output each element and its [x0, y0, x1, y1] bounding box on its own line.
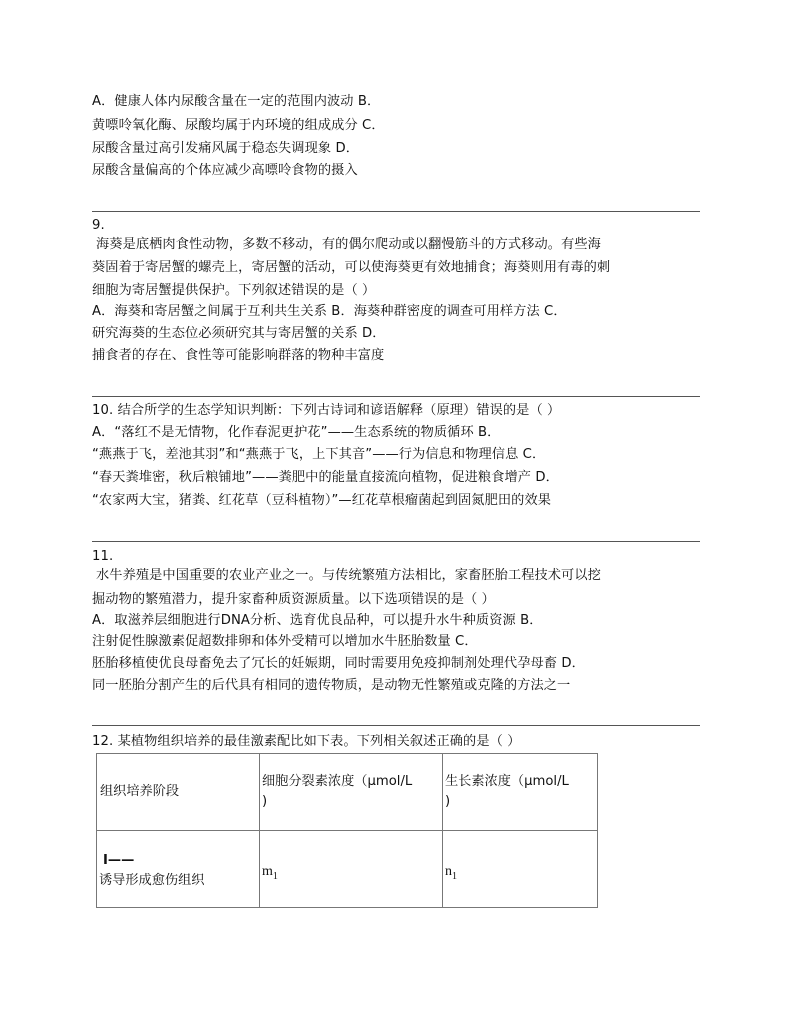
header-stage: 组织培养阶段 [100, 784, 180, 799]
divider [92, 396, 700, 397]
q10-line-2: A．“落红不是无情物，化作春泥更护花”——生态系统的物质循环 B． [92, 425, 501, 440]
q11-line-6: 同一胚胎分割产生的后代具有相同的遗传物质，是动物无性繁殖或克隆的方法之一 [92, 678, 571, 693]
cytokinin-subscript: 1 [272, 870, 278, 882]
q12-stem: 12. 某植物组织培养的最佳激素配比如下表。下列相关叙述正确的是（ ） [92, 734, 521, 749]
header-auxin: 生长素浓度（μmol/L [445, 774, 569, 789]
q9-line-3: 细胞为寄居蟹提供保护。下列叙述错误的是（ ） [92, 283, 376, 298]
q8-line-3: 尿酸含量过高引发痛风属于稳态失调现象 D． [92, 141, 360, 156]
q11-line-3: A．取滋养层细胞进行DNA分析、选育优良品种，可以提升水牛种质资源 B． [92, 613, 543, 628]
table-cell [443, 831, 598, 908]
table-cell [97, 831, 260, 908]
q9-number: 9. [92, 218, 105, 233]
q11-line-5: 胚胎移植使优良母畜免去了冗长的妊娠期，同时需要用免疫抑制剂处理代孕母畜 D． [92, 656, 585, 671]
header-cytokinin-close: ) [262, 794, 268, 809]
q9-line-5: 研究海葵的生态位必须研究其与寄居蟹的关系 D． [92, 326, 386, 341]
q9-line-1: 海葵是底栖肉食性动物，多数不移动，有的偶尔爬动或以翻慢筋斗的方式移动。有些海 [96, 237, 601, 252]
cytokinin-value [262, 862, 442, 887]
table-row [97, 831, 598, 908]
table-header-cell [260, 754, 443, 831]
divider [92, 725, 700, 726]
stage-code: Ⅰ—— [103, 853, 135, 868]
divider [92, 211, 700, 212]
table-cell [260, 831, 443, 908]
auxin-subscript: 1 [452, 870, 457, 882]
auxin-value [445, 862, 597, 887]
cytokinin-symbol: m [262, 864, 273, 879]
q9-line-4: A．海葵和寄居蟹之间属于互利共生关系 B．海葵种群密度的调查可用样方法 C． [92, 304, 567, 319]
divider [92, 541, 700, 542]
header-cytokinin: 细胞分裂素浓度（μmol/L [262, 774, 413, 789]
q10-line-1: 10. 结合所学的生态学知识判断：下列古诗词和谚语解释（原理）错误的是（ ） [92, 403, 561, 418]
table-header-cell [97, 754, 260, 831]
q11-line-2: 掘动物的繁殖潜力，提升家畜种质资源质量。以下选项错误的是（ ） [92, 592, 495, 607]
q10-line-5: “农家两大宝，猪粪、红花草（豆科植物）”—红花草根瘤菌起到固氮肥田的效果 [92, 493, 552, 508]
q10-line-3: “燕燕于飞，差池其羽”和“燕燕于飞，上下其音”——行为信息和物理信息 C． [92, 447, 546, 462]
q9-line-2: 葵固着于寄居蟹的螺壳上，寄居蟹的活动，可以使海葵更有效地捕食；海葵则用有毒的刺 [92, 260, 611, 275]
table-header-cell [443, 754, 598, 831]
q9-line-6: 捕食者的存在、食性等可能影响群落的物种丰富度 [92, 348, 385, 363]
q8-line-1: A．健康人体内尿酸含量在一定的范围内波动 B． [92, 94, 381, 109]
auxin-symbol: n [445, 864, 452, 879]
q10-line-4: “春天粪堆密，秋后粮铺地”——粪肥中的能量直接流向植物，促进粮食增产 D． [92, 470, 559, 485]
q11-number: 11. [92, 549, 114, 564]
hormone-ratio-table [96, 753, 598, 908]
q8-line-2: 黄嘌呤氧化酶、尿酸均属于内环境的组成成分 C． [92, 118, 385, 133]
table-header-row [97, 754, 598, 831]
q11-line-1: 水牛养殖是中国重要的农业产业之一。与传统繁殖方法相比，家畜胚胎工程技术可以挖 [96, 568, 601, 583]
stage-name: 诱导形成愈伤组织 [99, 873, 205, 888]
header-auxin-close: ) [445, 794, 451, 809]
q11-line-4: 注射促性腺激素促超数排卵和体外受精可以增加水牛胚胎数量 C． [92, 634, 478, 649]
q8-line-4: 尿酸含量偏高的个体应减少高嘌呤食物的摄入 [92, 163, 358, 178]
